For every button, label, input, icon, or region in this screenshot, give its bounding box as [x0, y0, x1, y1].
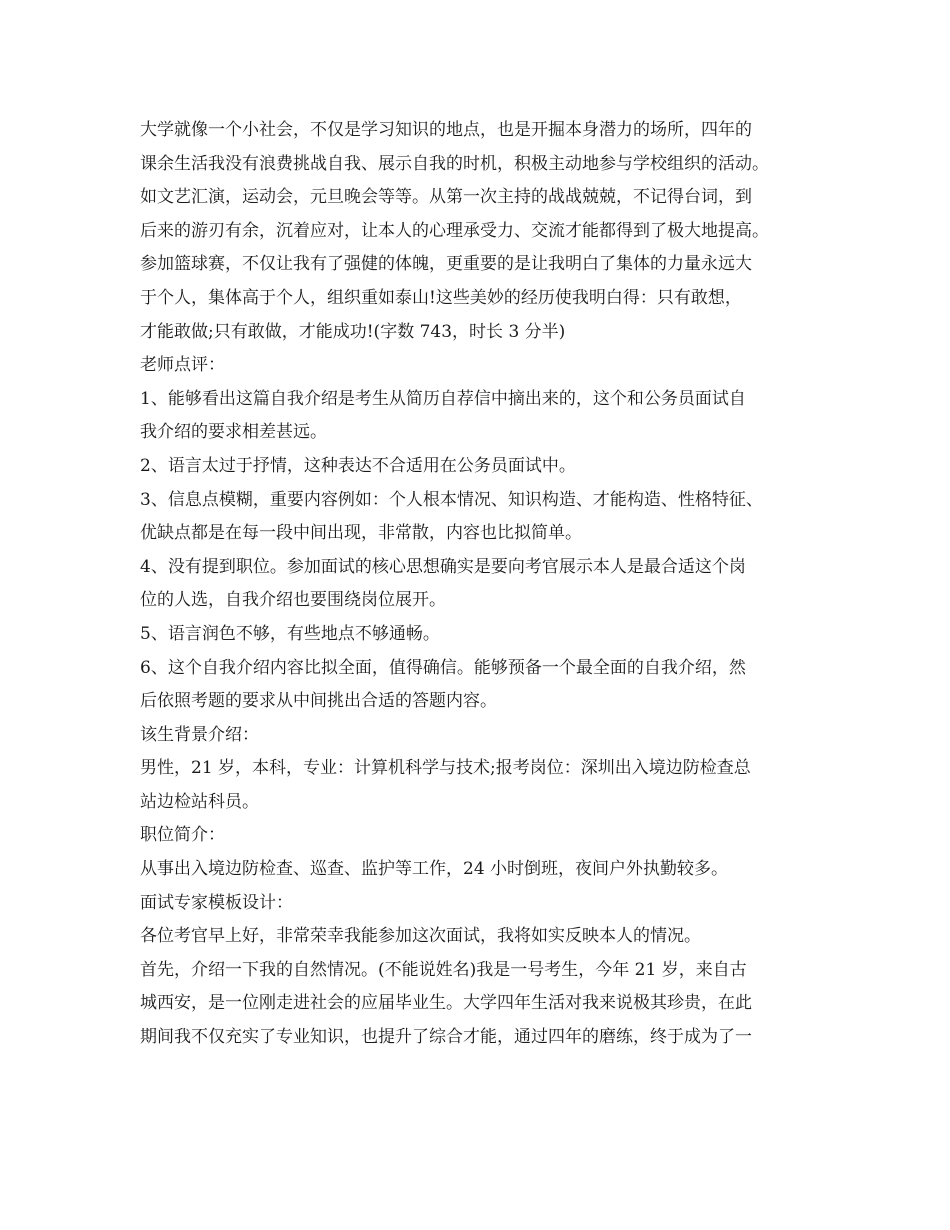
text-line: 3、信息点模糊，重要内容例如：个人根本情况、知识构造、才能构造、性格特征、 [140, 489, 763, 510]
text-line: 才能敢做;只有敢做，才能成功!(字数 743，时长 3 分半) [140, 321, 566, 342]
text-line: 4、没有提到职位。参加面试的核心思想确实是要向考官展示本人是最合适这个岗 [140, 556, 746, 577]
section-heading-background: 该生背景介绍： [140, 724, 259, 745]
text-line: 站边检站科员。 [140, 791, 259, 812]
section-heading-teacher-review: 老师点评： [140, 355, 225, 376]
document-body [140, 114, 820, 1055]
text-line: 参加篮球赛，不仅让我有了强健的体魄，更重要的是让我明白了集体的力量永远大 [140, 254, 752, 275]
text-line: 大学就像一个小社会，不仅是学习知识的地点，也是开掘本身潜力的场所，四年的 [140, 120, 752, 140]
text-line: 城西安，是一位刚走进社会的应届毕业生。大学四年生活对我来说极其珍贵，在此 [140, 993, 752, 1014]
text-line: 后依照考题的要求从中间挑出合适的答题内容。 [140, 691, 497, 712]
text-line: 优缺点都是在每一段中间出现，非常散，内容也比拟简单。 [140, 523, 582, 544]
text-line: 从事出入境边防检查、巡查、监护等工作，24 小时倒班，夜间户外执勤较多。 [140, 859, 729, 880]
text-line: 首先，介绍一下我的自然情况。(不能说姓名)我是一号考生，今年 21 岁，来自古 [140, 959, 747, 980]
text-line: 1、能够看出这篇自我介绍是考生从简历自荐信中摘出来的，这个和公务员面试自 [140, 388, 746, 409]
section-heading-template: 面试专家模板设计： [140, 892, 293, 913]
text-line: 2、语言太过于抒情，这种表达不合适用在公务员面试中。 [140, 455, 576, 476]
section-heading-position: 职位简介： [140, 825, 225, 846]
text-line: 5、语言润色不够，有些地点不够通畅。 [140, 623, 440, 644]
text-line: 男性，21 岁，本科，专业：计算机科学与技术;报考岗位：深圳出入境边防检查总 [140, 758, 751, 779]
text-line: 各位考官早上好，非常荣幸我能参加这次面试，我将如实反映本人的情况。 [140, 926, 701, 947]
text-line: 期间我不仅充实了专业知识，也提升了综合才能，通过四年的磨练，终于成为了一 [140, 1027, 752, 1048]
text-line: 如文艺汇演，运动会，元旦晚会等等。从第一次主持的战战兢兢，不记得台词，到 [140, 187, 752, 208]
text-line: 6、这个自我介绍内容比拟全面，值得确信。能够预备一个最全面的自我介绍，然 [140, 657, 746, 678]
text-line: 课余生活我没有浪费挑战自我、展示自我的时机，积极主动地参与学校组织的活动。 [140, 153, 769, 174]
text-line: 于个人，集体高于个人，组织重如泰山!这些美妙的经历使我明白得：只有敢想， [140, 287, 742, 308]
text-line: 后来的游刃有余，沉着应对，让本人的心理承受力、交流才能都得到了极大地提高。 [140, 220, 769, 241]
text-line: 位的人选，自我介绍也要围绕岗位展开。 [140, 590, 446, 611]
text-line: 我介绍的要求相差甚远。 [140, 422, 327, 443]
